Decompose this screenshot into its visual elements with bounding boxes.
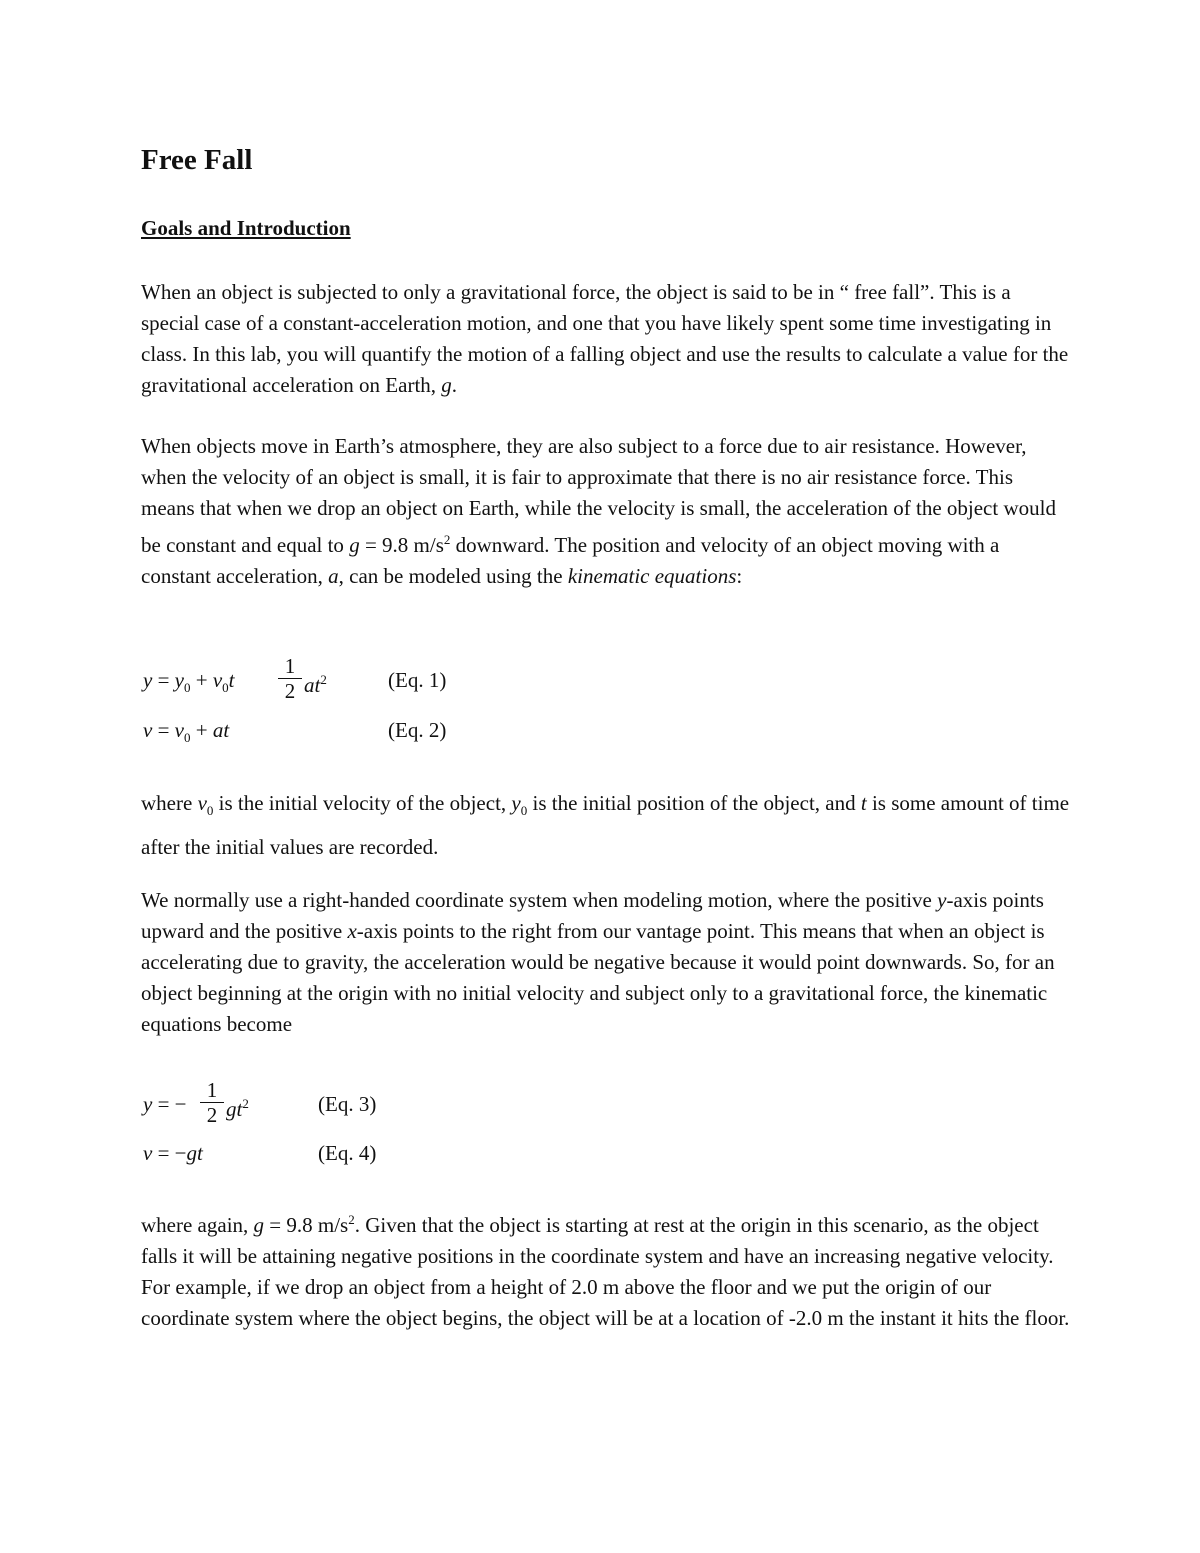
symbol-v0: v: [197, 791, 207, 815]
paragraph-coordinate-system: [141, 885, 1071, 1040]
symbol-y0: y: [511, 791, 521, 815]
page-title: Free Fall: [141, 144, 253, 176]
text-run: is some amount of time after the initial values are recorded.: [141, 791, 1070, 859]
section-heading: Goals and Introduction: [141, 216, 351, 240]
equation-3-left: y = −: [143, 1092, 187, 1116]
equation-3-right: $gt^2$: [226, 1096, 249, 1121]
text-run: -axis points upward and the positive: [141, 888, 1044, 943]
text-run: is the initial velocity of the object,: [213, 791, 512, 815]
text-run: :: [736, 564, 743, 588]
text-run: When an object is subjected to only a gravitational force, the object is said to be in “ free fall”. This is a special case of a constant-acceleration motion, and one that you have likely spent some time investigating in class. In this lab, you will quantify the motion of a falling object and use the results to calculate a value for the gravitational acceleration on Earth,: [141, 280, 1069, 397]
text-run: -axis points to the right from our vantage point. This means that when an object is accelerating due to gravity, the acceleration would be negative because it would point downwards. So, for an object beginning at the origin with no initial velocity and subject only to a gravitational force, the kinematic equations become: [141, 919, 1055, 1036]
equation-2-label: (Eq. 2): [388, 718, 447, 742]
text-run: = 9.8 m/s: [359, 533, 444, 557]
equation-1-label: (Eq. 1): [388, 668, 447, 692]
equation-4-label: (Eq. 4): [318, 1141, 377, 1165]
superscript: 2: [443, 532, 451, 547]
text-run: When objects move in Earth’s atmosphere, they are also subject to a force due to air resistance. However, when the velocity of an object is small, it is fair to approximate that there is no air resistance force. This means that when we drop an object on Earth, while the velocity is small, the acceleration of the object would be constant and equal to: [141, 434, 1056, 557]
paragraph-variables: where $v_0$ is the initial velocity of the object, $y_0$ is the initial position of the object, and t is some amount of time after the initial values are recorded.: [141, 791, 1070, 859]
equation-2-body: $v = v_0$ + at: [143, 718, 230, 745]
equation-3-label: (Eq. 3): [318, 1092, 377, 1116]
equation-1-fraction: $\frac{1}{2}$: [278, 654, 302, 703]
text-run: where: [141, 791, 198, 815]
paragraph-air-resistance: [141, 431, 1071, 592]
text-run: We normally use a right-handed coordinate system when modeling motion, where the positive: [141, 888, 938, 912]
text-run: .: [451, 373, 458, 397]
equation-4-body: v = −gt: [143, 1141, 203, 1165]
equation-1-left: $y = y_0 + v_0t$: [143, 668, 235, 695]
paragraph-example: [141, 1204, 1071, 1334]
paragraph-intro: [141, 277, 1071, 401]
symbol-g: g: [253, 1213, 265, 1237]
text-run: , can be modeled using the: [338, 564, 568, 588]
symbol-a: a: [328, 564, 339, 588]
symbol-t: t: [860, 791, 867, 815]
text-run: . Given that the object is starting at rest at the origin in this scenario, as the object falls it will be attaining negative positions in the coordinate system and have an increasing negative velocity. For example, if we drop an object from a height of 2.0 m above the floor and we put the origin of our coordinate system where the object begins, the object will be at a location of -2.0 m the instant it hits the floor.: [141, 1213, 1070, 1330]
text-run: downward. The position and velocity of an object moving with a constant acceleration,: [141, 533, 1000, 588]
symbol-x: x: [347, 919, 357, 943]
equation-1-right: $at^2$: [304, 672, 327, 697]
symbol-g: g: [441, 373, 452, 397]
text-run: = 9.8 m/s: [264, 1213, 349, 1237]
text-run: is the initial position of the object, and: [527, 791, 861, 815]
kinematic-equations-term: kinematic equations: [567, 564, 737, 588]
equation-3-fraction: $\frac{1}{2}$: [200, 1078, 224, 1127]
text-run: where again,: [141, 1213, 254, 1237]
superscript: 2: [348, 1212, 355, 1227]
symbol-g: g: [349, 533, 360, 557]
symbol-y: y: [937, 888, 947, 912]
